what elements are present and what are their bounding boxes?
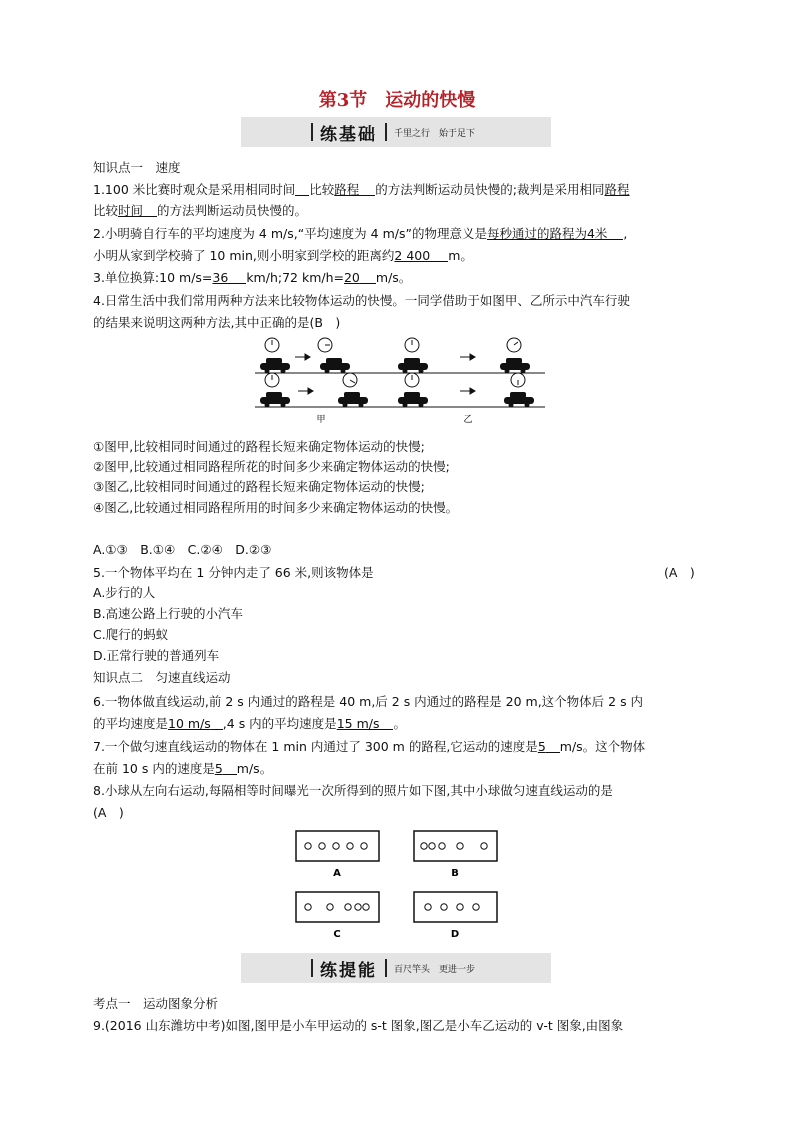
option-3: ③图乙,比较相同时间通过的路程长短来确定物体运动的快慢; [93, 479, 425, 494]
car-icon [398, 358, 428, 374]
car-icon [320, 358, 350, 374]
figure-label-yi: 乙 [463, 415, 473, 425]
section-banner-basic [241, 117, 551, 147]
question-5-option-b: B.高速公路上行驶的小汽车 [93, 606, 244, 621]
option-2: ②图甲,比较通过相同路程所花的时间多少来确定物体运动的快慢; [93, 459, 450, 474]
figure-label-d: D [450, 929, 460, 940]
question-8-line-1: 8.小球从左向右运动,每隔相等时间曝光一次所得到的照片如下图,其中小球做匀速直线运动的是 [93, 783, 613, 798]
question-4-line-1: 4.日常生活中我们常用两种方法来比较物体运动的快慢。一同学借助于如图甲、乙所示中汽车行驶 [93, 293, 630, 308]
clock-icon [507, 338, 521, 352]
page-title: 第3节 运动的快慢 [318, 90, 476, 111]
ball-photos-figure [290, 826, 500, 944]
question-2-line-2: 小明从家到学校骑了 10 min,则小明家到学校的距离约2 400 m。 [93, 248, 473, 263]
knowledge-point-1: 知识点一 速度 [93, 160, 181, 175]
question-9: 9.(2016 山东潍坊中考)如图,图甲是小车甲运动的 s-t 图象,图乙是小车乙运动的 v-t 图象,由图象 [93, 1018, 624, 1033]
question-4-line-2: 的结果来说明这两种方法,其中正确的是(B ) [93, 315, 341, 330]
section-banner-advanced [241, 953, 551, 983]
question-7-line-2: 在前 10 s 内的速度是5 m/s。 [93, 761, 273, 776]
clock-icon [265, 373, 279, 387]
question-5-answer: (A ) [664, 565, 695, 580]
clock-icon [405, 373, 419, 387]
banner-main: 练基础 [320, 125, 377, 145]
question-5: 5.一个物体平均在 1 分钟内走了 66 米,则该物体是 [93, 565, 374, 580]
figure-label-c: C [333, 929, 341, 940]
car-comparison-figure [250, 335, 550, 425]
question-8-line-2: (A ) [93, 805, 124, 820]
figure-label-a: A [333, 868, 341, 879]
car-icon [504, 392, 534, 408]
question-1-line-2: 比较时间 的方法判断运动员快慢的。 [93, 203, 308, 218]
question-7-line-1: 7.一个做匀速直线运动的物体在 1 min 内通过了 300 m 的路程,它运动的速度是5 m/s。这个物体 [93, 739, 646, 754]
car-icon [260, 392, 290, 408]
clock-icon [511, 373, 525, 387]
clock-icon [265, 338, 279, 352]
question-6-line-1: 6.一物体做直线运动,前 2 s 内通过的路程是 40 m,后 2 s 内通过的路程是 20 m,这个物体后 2 s 内 [93, 694, 644, 709]
figure-label-jia: 甲 [316, 415, 326, 425]
question-5-option-d: D.正常行驶的普通列车 [93, 648, 220, 663]
clock-icon [343, 373, 357, 387]
car-icon [500, 358, 530, 374]
clock-icon [318, 338, 332, 352]
question-1-line-1: 1.100 米比赛时观众是采用相同时间 比较路程 的方法判断运动员快慢的;裁判是采用相同路程 [93, 182, 630, 197]
question-5-option-a: A.步行的人 [93, 585, 156, 600]
banner-subtitle: 千里之行 始于足下 [394, 129, 476, 139]
car-icon [338, 392, 368, 408]
question-6-line-2: 的平均速度是10 m/s ,4 s 内的平均速度是15 m/s 。 [93, 716, 406, 731]
exam-point-1: 考点一 运动图象分析 [93, 996, 219, 1011]
question-2-line-1: 2.小明骑自行车的平均速度为 4 m/s,“平均速度为 4 m/s”的物理意义是每秒通过的路程为4米 , [93, 226, 628, 241]
option-4: ④图乙,比较通过相同路程所用的时间多少来确定物体运动的快慢。 [93, 500, 459, 515]
car-icon [398, 392, 428, 408]
clock-icon [405, 338, 419, 352]
question-5-option-c: C.爬行的蚂蚁 [93, 627, 169, 642]
banner-main: 练提能 [320, 961, 377, 981]
banner-subtitle: 百尺竿头 更进一步 [394, 965, 476, 975]
car-icon [260, 358, 290, 374]
question-3: 3.单位换算:10 m/s=36 km/h;72 km/h=20 m/s。 [93, 270, 412, 285]
option-1: ①图甲,比较相同时间通过的路程长短来确定物体运动的快慢; [93, 439, 425, 454]
knowledge-point-2: 知识点二 匀速直线运动 [93, 670, 231, 685]
figure-label-b: B [451, 868, 459, 879]
question-4-choices: A.①③ B.①④ C.②④ D.②③ [93, 542, 272, 557]
